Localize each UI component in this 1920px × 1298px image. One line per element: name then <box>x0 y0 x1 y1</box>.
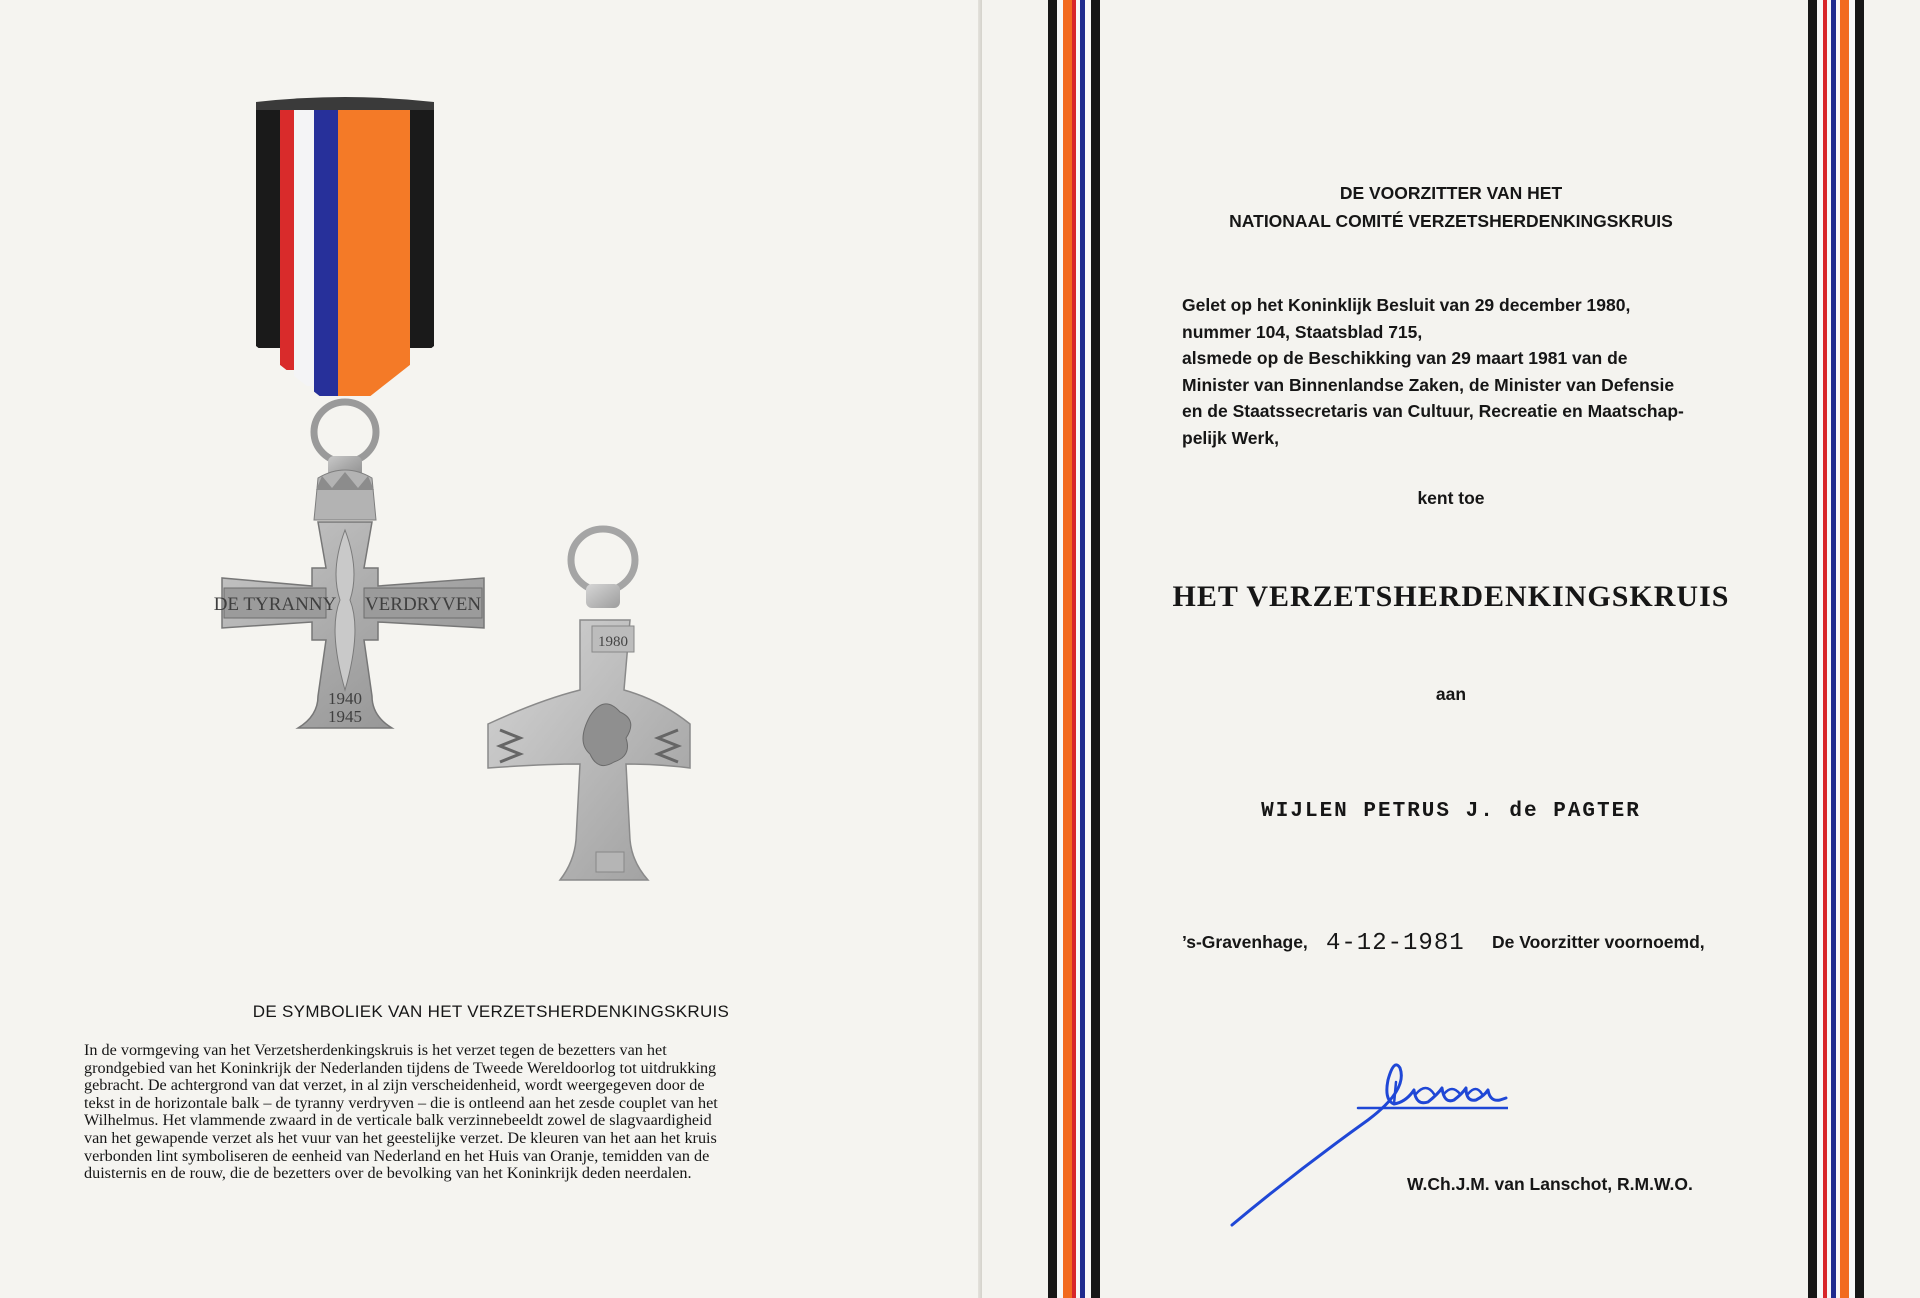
medal-inscription-left: DE TYRANNY <box>213 594 337 615</box>
preamble-line: alsmede op de Beschikking van 29 maart 1981 van de <box>1182 348 1628 369</box>
to-text: aan <box>1435 684 1467 704</box>
certificate-heading-line1: DE VOORZITTER VAN HET <box>1339 183 1563 203</box>
certificate-preamble <box>1182 292 1738 452</box>
symbolism-line: tekst in de horizontale balk – de tyranny verdryven – die is ontleend aan het zesde couplet van het <box>84 1093 718 1112</box>
grants-text: kent toe <box>1417 488 1485 508</box>
preamble-line: Gelet op het Koninklijk Besluit van 29 december 1980, <box>1182 295 1631 315</box>
symbolism-line: gebracht. De achtergrond van dat verzet, in al zijn verscheidenheid, wordt weergegeven door de <box>84 1076 705 1095</box>
preamble-line: en de Staatssecretaris van Cultuur, Recreatie en Maatschap- <box>1182 401 1684 422</box>
medal-back-year: 1980 <box>598 634 628 650</box>
symbolism-line: In de vormgeving van het Verzetsherdenkingskruis is het verzet tegen de bezetters van het <box>84 1041 667 1059</box>
recipient-name: WIJLEN PETRUS J. de PAGTER <box>1261 800 1641 823</box>
medal-front <box>214 402 484 728</box>
medal-year-start: 1940 <box>328 689 362 708</box>
preamble-line: pelijk Werk, <box>1182 427 1279 448</box>
issue-date: 4-12-1981 <box>1326 930 1465 957</box>
right-page <box>982 0 1920 1298</box>
medal-illustration <box>0 0 982 990</box>
award-title: HET VERZETSHERDENKINGSKRUIS <box>1172 580 1730 613</box>
symbolism-paragraph <box>84 1042 890 1183</box>
preamble-line: nummer 104, Staatsblad 715, <box>1182 321 1423 342</box>
handwritten-signature <box>1218 1050 1508 1230</box>
symbolism-line: verbonden lint symboliseren de eenheid van Nederland en het Huis van Oranje, temidden van de <box>84 1146 710 1165</box>
symbolism-line: grondgebied van het Koninkrijk der Nederlanden tijdens de Tweede Wereldoorlog tot uitdrukking <box>84 1058 717 1077</box>
medal-year-end: 1945 <box>328 707 362 726</box>
signatory-name: W.Ch.J.M. van Lanschot, R.M.W.O. <box>1407 1174 1693 1194</box>
symbolism-line: Wilhelmus. Het vlammende zwaard in de verticale balk verzinnebeeldt zowel de slagvaardigheid <box>84 1111 712 1130</box>
preamble-line: Minister van Binnenlandse Zaken, de Minister van Defensie <box>1182 374 1675 395</box>
certificate-heading-line2: NATIONAAL COMITÉ VERZETSHERDENKINGSKRUIS <box>1229 211 1673 231</box>
medal-inscription-right: VERDRYVEN <box>364 594 482 615</box>
symbolism-line: van het gewapende verzet als het vuur van het geestelijke verzet. De kleuren van het aan het kruis <box>84 1128 717 1147</box>
symbolism-line: duisternis en de rouw, die de bezetters over de bevolking van het Koninkrijk deden neerdalen. <box>84 1164 692 1183</box>
ribbon <box>256 97 434 420</box>
chair-label: De Voorzitter voornoemd, <box>1492 932 1705 952</box>
place-label: ’s-Gravenhage, <box>1182 932 1308 952</box>
symbolism-title: DE SYMBOLIEK VAN HET VERZETSHERDENKINGSKRUIS <box>252 1002 730 1021</box>
medal-back <box>488 529 690 880</box>
